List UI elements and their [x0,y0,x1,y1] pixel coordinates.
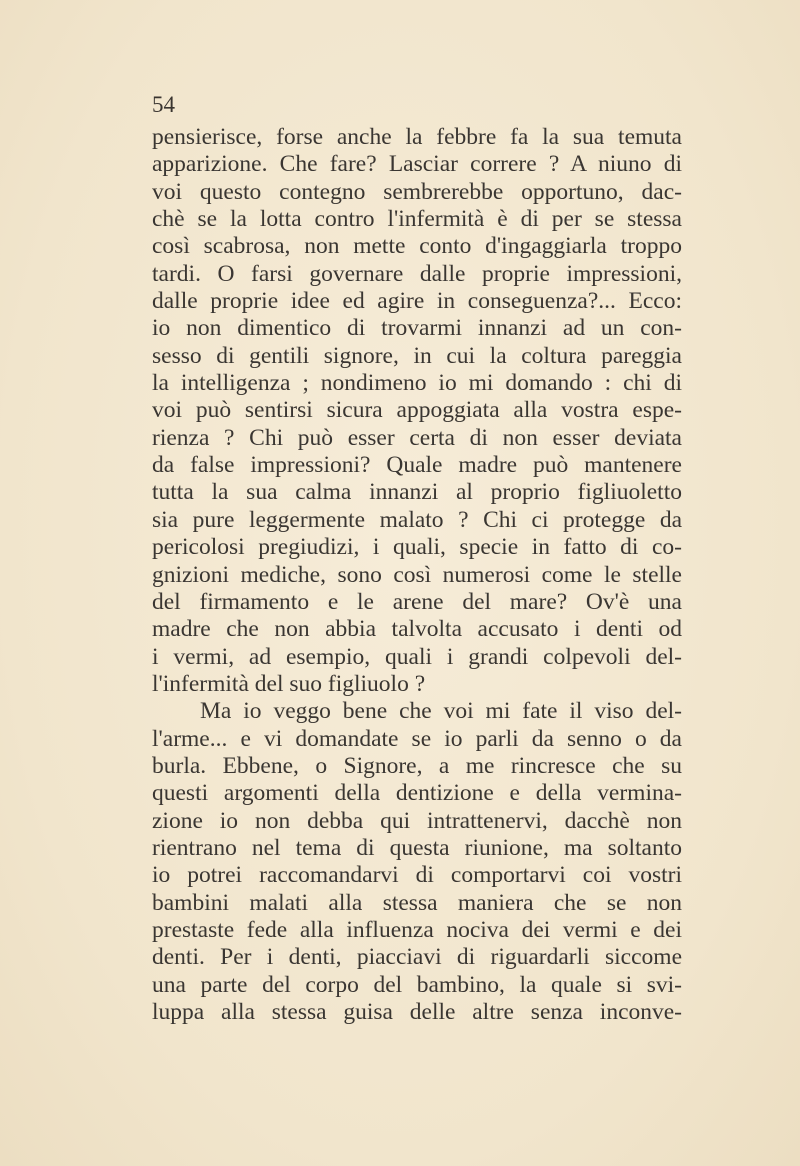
text-line: l'infermità del suo figliuolo ? [152,670,426,697]
text-line: rientrano nel tema di questa riunione, ma soltanto [152,834,682,861]
text-line: questi argomenti della dentizione e della vermina- [152,780,682,807]
text-line: prestaste fede alla influenza nociva dei vermi e dei [152,916,682,943]
body-text [152,124,682,1026]
text-line: madre che non abbia talvolta accusato i denti od [152,616,682,643]
text-line: così scabrosa, non mette conto d'ingaggiarla troppo [152,233,682,260]
text-line: io non dimentico di trovarmi innanzi ad un con- [152,315,682,342]
text-line: tutta la sua calma innanzi al proprio figliuoletto [152,479,682,506]
text-line: l'arme... e vi domandate se io parli da senno o da [152,725,682,752]
text-line: burla. Ebbene, o Signore, a me rincresce che su [152,752,682,779]
text-line: zione io non debba qui intrattenervi, dacchè non [152,807,682,834]
text-line: pensierisce, forse anche la febbre fa la sua temuta [152,124,682,150]
text-line: da false impressioni? Quale madre può mantenere [152,452,682,479]
text-line: tardi. O farsi governare dalle proprie impressioni, [152,260,682,287]
text-line: gnizioni mediche, sono così numerosi come le stelle [152,561,682,588]
text-line: voi questo contegno sembrerebbe opportuno, dac- [152,178,682,205]
text-line: denti. Per i denti, piacciavi di riguardarli siccome [152,944,682,971]
text-line: una parte del corpo del bambino, la quale si svi- [152,971,682,998]
text-line: sesso di gentili signore, in cui la coltura pareggia [152,342,682,369]
page-number: 54 [152,92,175,117]
text-line: la intelligenza ; nondimeno io mi domando : chi di [152,370,682,397]
text-line: apparizione. Che fare? Lasciar correre ? A niuno di [152,151,682,178]
text-line: i vermi, ad esempio, quali i grandi colpevoli del- [152,643,682,670]
text-line: io potrei raccomandarvi di comportarvi coi vostri [152,862,682,889]
text-line: dalle proprie idee ed agire in conseguenza?... Ecco: [152,288,682,315]
text-line: Ma io veggo bene che voi mi fate il viso del- [200,698,682,725]
text-line: bambini malati alla stessa maniera che se non [152,889,682,916]
text-line: voi può sentirsi sicura appoggiata alla vostra espe- [152,397,682,424]
text-line: sia pure leggermente malato ? Chi ci protegge da [152,506,682,533]
text-line: chè se la lotta contro l'infermità è di per se stessa [152,206,682,233]
text-line: rienza ? Chi può esser certa di non esser deviata [152,424,682,451]
text-line: del firmamento e le arene del mare? Ov'è una [152,588,682,615]
text-line: luppa alla stessa guisa delle altre senza inconve- [152,999,682,1025]
text-line: pericolosi pregiudizi, i quali, specie in fatto di co- [152,534,682,561]
